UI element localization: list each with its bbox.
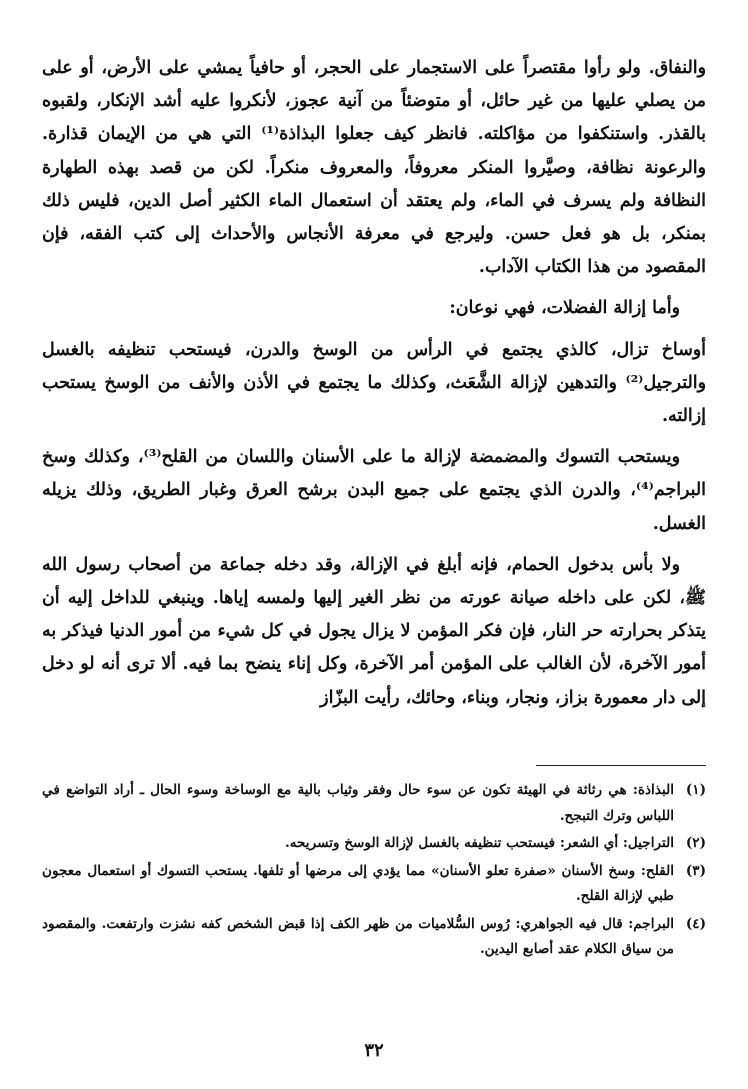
footnote-number: (٣) [685, 862, 706, 879]
footnote-text: القلح: وسخ الأسنان «صفرة تعلو الأسنان» مما يؤدي إلى مرضها أو تلفها. يستحب التسوك أو استعمال معجون طبي لإزالة القلح. [42, 862, 674, 904]
paragraph-5: ولا بأس بدخول الحمام، فإنه أبلغ في الإزالة، وقد دخله جماعة من أصحاب رسول الله ﷺ، لكن على داخله صيانة عورته من نظر الغير إليها ولمسه إياها. وينبغي للداخل إليه أن يتذكر بحرارته حر النار، فإن فكر المؤمن لا يزال يجول في كل شيء من أمور الدنيا فيذكر به أمور الآخرة، لأن الغالب على المؤمن أمر الآخرة، وكل إناء ينضح بما فيه. ألا ترى أنه لو دخل إلى دار معمورة بزاز، ونجار، وبناء، وحائك، رأيت البزّاز [42, 554, 706, 708]
footnote-2 [42, 831, 706, 857]
footnote-divider [536, 765, 706, 766]
paragraph-3: أوساخ تزال، كالذي يجتمع في الرأس من الوسخ والدرن، فيستحب تنظيفه بالغسل والترجيل⁽²⁾ والتدهين لإزالة الشَّعَث، وكذلك ما يجتمع في الأذن والأنف من الوسخ يستحب إزالته. [42, 339, 706, 427]
footnote-number: (٤) [685, 915, 706, 932]
footnote-4 [42, 912, 706, 963]
main-text [42, 52, 706, 723]
page-number: ٣٢ [364, 1040, 384, 1061]
paragraph-4: ويستحب التسوك والمضمضة لإزالة ما على الأسنان واللسان من القلح⁽³⁾، وكذلك وسخ البراجم⁽⁴⁾، والدرن الذي يجتمع على جميع البدن برشح العرق وغبار الطريق، وذلك يزيله الغسل. [42, 447, 706, 534]
footnote-number: (١) [685, 782, 706, 798]
footnotes [42, 778, 706, 965]
footnote-3 [42, 859, 706, 910]
footnote-1 [42, 778, 706, 829]
paragraph-1: والنفاق. ولو رأوا مقتصراً على الاستجمار على الحجر، أو حافياً يمشي على الأرض، أو على من يصلي عليها من غير حائل، أو متوضئاً من آنية عجوز، لأنكروا عليه أشد الإنكار، ولقبوه بالقذر. واستنكفوا من مؤاكلته. فانظر كيف جعلوا البذاذة⁽¹⁾ التي هي من الإيمان قذارة. والرعونة نظافة، وصيَّروا المنكر معروفاً، والمعروف منكراً. لكن من قصد بهذه الطهارة النظافة ولم يسرف في الماء، ولم يعتقد أن استعمال الماء الكثير أصل الدين، فليس ذلك بمنكر، بل هو فعل حسن. وليرجع في معرفة الأنجاس والأحداث إلى كتب الفقه، فإن المقصود من هذا الكتاب الآداب. [42, 58, 706, 278]
footnote-text: البذاذة: هي رثاثة في الهيئة تكون عن سوء حال وفقر وثياب بالية مع الوساخة وسوء الحال ـ أراد التواضع في اللباس وترك التبجح. [42, 782, 674, 824]
footnote-text: البراجم: قال فيه الجواهري: رُوس السُّلاميات من ظهر الكف إذا قبض الشخص كفه نشزت وارتفعت. والمقصود من سياق الكلام عقد أصابع اليدين. [42, 915, 674, 957]
footnote-text: التراجيل: أي الشعر: فيستحب تنظيفه بالغسل لإزالة الوسخ وتسريحه. [284, 835, 674, 851]
paragraph-2: وأما إزالة الفضلات، فهي نوعان: [449, 298, 680, 319]
footnote-number: (٢) [685, 835, 706, 851]
